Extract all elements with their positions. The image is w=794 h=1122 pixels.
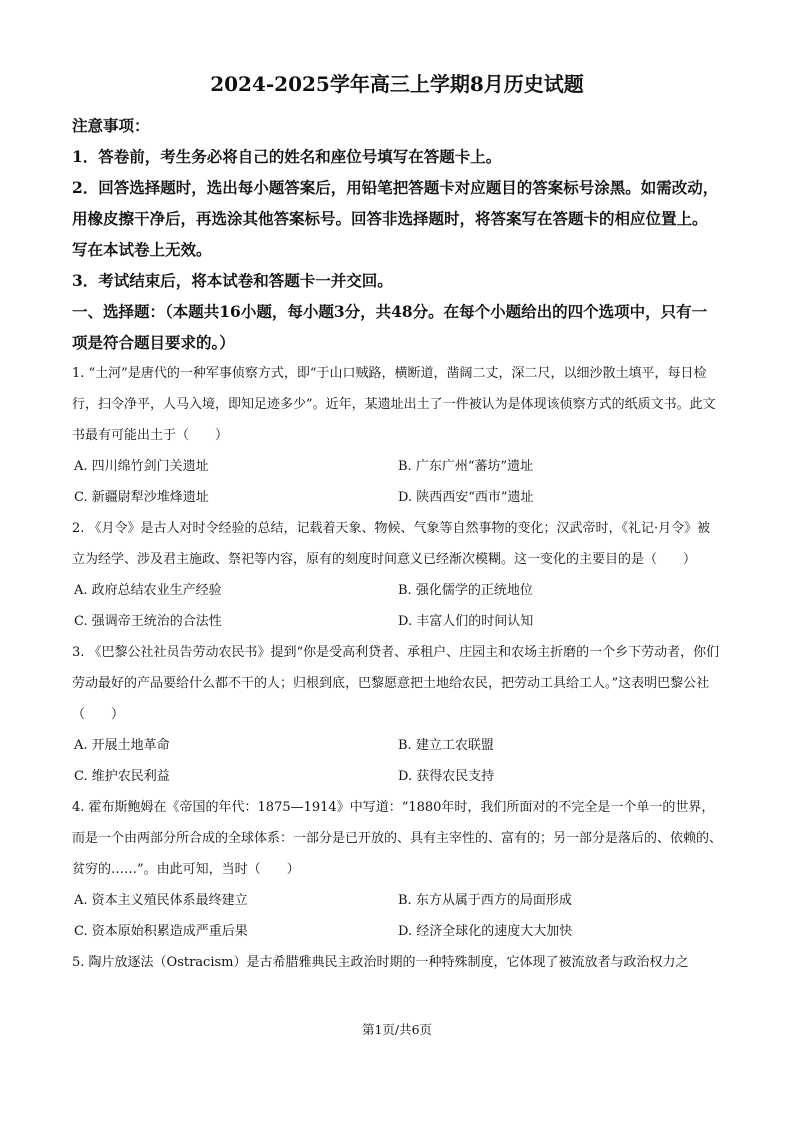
option-b: B. 广东广州“蕃坊”遗址 (398, 459, 534, 474)
option-list (72, 451, 722, 513)
option-list (72, 730, 722, 792)
question-stem: 4. 霍布斯鲍姆在《帝国的年代：1875—1914》中写道：“1880年时，我们所面对的不完全是一个单一的世界，而是一个由两部分所合成的全球体系：一部分是已开放的、具有主宰性的、富有的；另一部分是落后的、依赖的、贫穷的……”。由此可知，当时（ ） (72, 800, 723, 877)
option-list (72, 575, 722, 637)
option-c: C. 新疆尉犁沙堆烽遗址 (74, 490, 209, 505)
question-4 (72, 792, 722, 947)
question-1 (72, 358, 722, 513)
section-heading: 一、选择题：（本题共16小题，每小题3分，共48分。在每个小题给出的四个选项中，只有一项是符合题目要求的。） (72, 302, 708, 352)
page-number: 第1页/共6页 (361, 1022, 433, 1037)
option-c: C. 维护农民利益 (74, 769, 170, 784)
option-b: B. 东方从属于西方的局面形成 (398, 893, 572, 908)
option-d: D. 经济全球化的速度大大加快 (398, 924, 573, 939)
question-stem: 1. “土河”是唐代的一种军事侦察方式，即“于山口贼路，横断道，凿阔二丈，深二尺，以细沙散土填平，每日检行，扫令净平，人马入境，即知足迹多少”。近年，某遗址出土了一件被认为是体现该侦察方式的纸质文书。此文书最有可能出土于（ ） (72, 366, 716, 443)
option-c: C. 资本原始积累造成严重后果 (74, 924, 248, 939)
option-b: B. 建立工农联盟 (398, 738, 494, 753)
option-b: B. 强化儒学的正统地位 (398, 583, 533, 598)
question-stem: 3. 《巴黎公社社员告劳动农民书》提到“你是受高利贷者、承租户、庄园主和农场主折磨的一个乡下劳动者，你们劳动最好的产品要给什么都不干的人；归根到底，巴黎愿意把土地给农民，把劳动工具给工人。”这表明巴黎公社（ ） (72, 645, 720, 722)
option-a: A. 资本主义殖民体系最终建立 (74, 893, 248, 908)
page-title: 2024-2025学年高三上学期8月历史试题 (210, 72, 584, 96)
question-stem: 5. 陶片放逐法（Ostracism）是古希腊雅典民主政治时期的一种特殊制度，它体现了被流放者与政治权力之 (72, 955, 689, 970)
question-5 (72, 947, 722, 978)
option-d: D. 陕西西安“西市”遗址 (398, 490, 534, 505)
notice-heading: 注意事项： (72, 116, 150, 135)
notice-item-2: 2．回答选择题时，选出每小题答案后，用铅笔把答题卡对应题目的答案标号涂黑。如需改动，用橡皮擦干净后，再选涂其他答案标号。回答非选择题时，将答案写在答题卡的相应位置上。写在本试卷上无效。 (72, 178, 719, 259)
question-2 (72, 513, 722, 637)
notice-item-3: 3．考试结束后，将本试卷和答题卡一并交回。 (72, 271, 393, 290)
option-list (72, 885, 722, 947)
option-c: C. 强调帝王统治的合法性 (74, 614, 222, 629)
question-3 (72, 637, 722, 792)
option-a: A. 开展土地革命 (74, 738, 170, 753)
option-d: D. 获得农民支持 (398, 769, 495, 784)
option-a: A. 政府总结农业生产经验 (74, 583, 222, 598)
option-a: A. 四川绵竹剑门关遗址 (74, 459, 209, 474)
notice-item-1: 1．答卷前，考生务必将自己的姓名和座位号填写在答题卡上。 (72, 147, 502, 166)
question-stem: 2. 《月令》是古人对时令经验的总结，记载着天象、物候、气象等自然事物的变化；汉武帝时，《礼记·月令》被立为经学、涉及君主施政、祭祀等内容，原有的刻度时间意义已经渐次模糊。这一变化的主要目的是（ ） (72, 521, 711, 567)
option-d: D. 丰富人们的时间认知 (398, 614, 534, 629)
